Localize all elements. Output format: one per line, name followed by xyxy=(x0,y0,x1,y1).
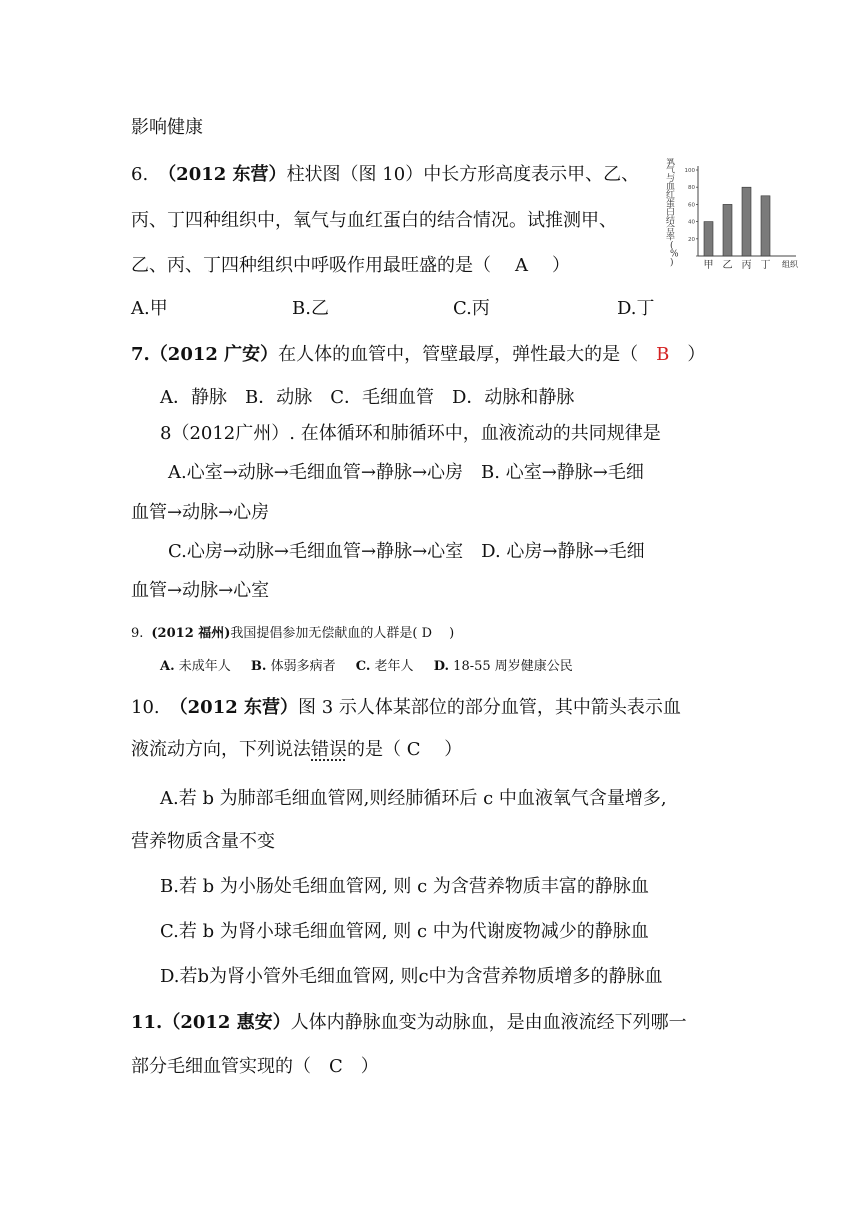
q9-options xyxy=(160,659,573,675)
q10-number: 10. xyxy=(131,697,160,718)
chart-bar xyxy=(704,222,713,256)
chart-y-tick-label: 40 xyxy=(688,219,695,226)
q10-text-a: 图 3 示人体某部位的部分血管，其中箭头表示血 xyxy=(298,697,681,718)
q7-close: ） xyxy=(687,344,706,365)
chart-x-tick-label: 丁 xyxy=(760,260,771,271)
q6-number: 6. xyxy=(131,164,149,185)
q6-line2: 丙、丁四种组织中，氧气与血红蛋白的结合情况。试推测甲、 xyxy=(131,210,617,231)
q9-line1 xyxy=(131,626,454,642)
chart-y-ticks xyxy=(685,168,699,256)
q6-line3 xyxy=(131,255,570,277)
q6-option-a: A.甲 xyxy=(131,298,168,319)
chart-bar xyxy=(742,187,751,256)
q11-text-a: 人体内静脉血变为动脉血，是由血液流经下列哪一 xyxy=(290,1012,687,1033)
q6-option-c: C.丙 xyxy=(453,298,490,319)
q6-text-a: 柱状图（图 10）中长方形高度表示甲、乙、 xyxy=(286,164,640,185)
bar-chart-figure xyxy=(662,158,802,276)
q6-source: （2012 东营） xyxy=(158,164,287,185)
q10-line1 xyxy=(131,697,681,719)
q7-source: 7.（2012 广安） xyxy=(131,344,279,365)
q8-line4: C.心房→动脉→毛细血管→静脉→心室 D. 心房→静脉→毛细 xyxy=(168,541,645,562)
q6-line1 xyxy=(131,164,639,186)
q9-option-a-label: A. xyxy=(160,659,175,674)
chart-y-tick-label: 100 xyxy=(684,168,695,174)
q6-text-c: 乙、丙、丁四种组织中呼吸作用最旺盛的是（ xyxy=(131,255,491,276)
chart-x-axis-title: 组织 xyxy=(782,260,798,269)
q9-option-b-text: 体弱多病者 xyxy=(270,659,336,674)
q10-option-a-line2: 营养物质含量不变 xyxy=(131,831,275,852)
q6-answer: A xyxy=(515,255,528,276)
q6-option-b: B.乙 xyxy=(292,298,329,319)
q9-text: 我国提倡参加无偿献血的人群是( D ) xyxy=(230,626,455,641)
chart-x-tick-label: 甲 xyxy=(703,260,714,271)
q10-text-b1: 液流动方向，下列说法 xyxy=(131,739,311,760)
chart-bar xyxy=(723,204,732,256)
q9-option-d-text: 18-55 周岁健康公民 xyxy=(453,659,573,674)
chart-y-tick-label: 60 xyxy=(688,202,695,209)
q6-option-d: D.丁 xyxy=(617,298,655,319)
q8-line1: 8（2012广州）. 在体循环和肺循环中，血液流动的共同规律是 xyxy=(160,423,661,444)
q10-option-c: C.若 b 为肾小球毛细血管网, 则 c 中为代谢废物减少的静脉血 xyxy=(160,921,649,942)
q10-source: （2012 东营） xyxy=(169,697,299,718)
q10-line2 xyxy=(131,739,462,761)
q7-options: A．静脉 B．动脉 C．毛细血管 D．动脉和静脉 xyxy=(160,387,575,408)
q9-option-b-label: B. xyxy=(250,659,267,674)
chart-x-labels xyxy=(704,259,799,271)
q7-text: 在人体的血管中，管壁最厚，弹性最大的是（ xyxy=(278,344,639,365)
chart-y-axis-label xyxy=(666,158,679,268)
chart-y-axis-title: 氧气与血红蛋白结合率( % ) xyxy=(666,158,679,268)
chart-bars xyxy=(704,187,770,256)
q9-option-c-text: 老年人 xyxy=(374,659,414,674)
q7-line1 xyxy=(131,344,705,366)
q9-option-d-label: D. xyxy=(433,659,450,674)
q10-option-b: B.若 b 为小肠处毛细血管网, 则 c 为含营养物质丰富的静脉血 xyxy=(160,876,649,897)
q10-option-d: D.若b为肾小管外毛细血管网, 则c中为含营养物质增多的静脉血 xyxy=(160,966,663,987)
q10-option-a-line1: A.若 b 为肺部毛细血管网,则经肺循环后 c 中血液氧气含量增多, xyxy=(160,788,667,809)
q9-option-c-label: C. xyxy=(355,659,371,674)
q9-source: (2012 福州) xyxy=(151,626,231,641)
line-health: 影响健康 xyxy=(131,117,203,138)
q6-close: ） xyxy=(552,255,570,276)
chart-bar xyxy=(761,196,770,256)
q11-line2: 部分毛细血管实现的（ C ） xyxy=(131,1056,379,1077)
q10-text-b2: 的是（ C ） xyxy=(347,739,463,760)
chart-y-tick-label: 80 xyxy=(688,185,695,192)
chart-x-tick-label: 乙 xyxy=(722,260,733,271)
q10-emphasis: 错误 xyxy=(311,739,347,760)
q11-source: 11.（2012 惠安） xyxy=(131,1012,291,1033)
q9-number: 9. xyxy=(131,626,144,641)
q8-line5: 血管→动脉→心室 xyxy=(131,580,270,601)
q8-line2: A.心室→动脉→毛细血管→静脉→心房 B. 心室→静脉→毛细 xyxy=(168,462,644,483)
q9-option-a-text: 未成年人 xyxy=(178,659,231,674)
q8-line3: 血管→动脉→心房 xyxy=(131,502,270,523)
q7-answer: B xyxy=(656,344,670,365)
chart-y-tick-label: 20 xyxy=(688,236,695,243)
chart-x-tick-label: 丙 xyxy=(741,260,752,271)
q11-line1 xyxy=(131,1012,687,1034)
